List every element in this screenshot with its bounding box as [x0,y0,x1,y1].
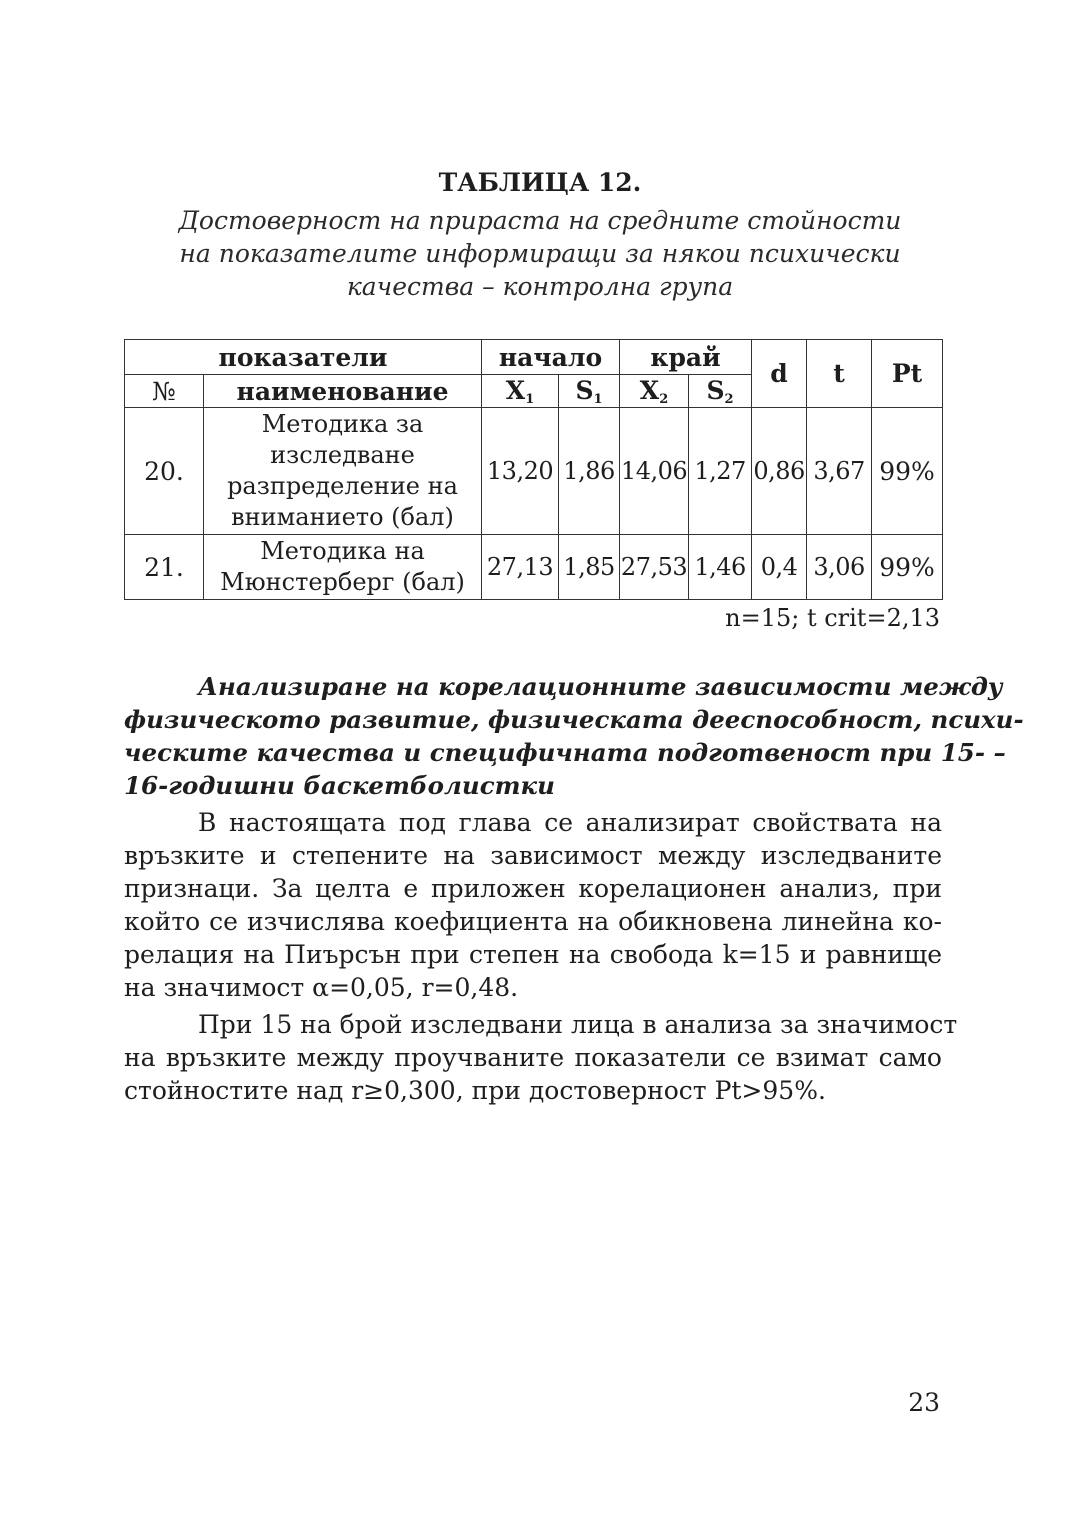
cell-t: 3,67 [807,408,872,535]
text-line: на връзките между проучваните показатели се взимат само [124,1043,942,1072]
table-row [125,535,943,600]
heading-line: Анализиране на корелационните зависимости между [198,672,1003,701]
caption-line: Достоверност на прираста на средните стойности [178,206,902,235]
header-end: край [620,340,752,375]
text-line: При 15 на брой изследвани лица в анализа за значимост [198,1010,958,1039]
row-number: 21. [125,535,204,600]
text-line: В настоящата под глава се анализират свойствата на [198,808,942,837]
caption-line: качества – контролна група [346,272,734,301]
cell-d: 0,4 [752,535,807,600]
header-pt: Pt [872,340,943,408]
results-table [124,339,943,600]
cell-s2: 1,27 [689,408,752,535]
header-s2: $S_2$ [689,375,752,408]
page-number: 23 [908,1388,940,1417]
header-start: начало [482,340,620,375]
cell-t: 3,06 [807,535,872,600]
header-no: № [125,375,204,408]
cell-pt: 99% [872,408,943,535]
cell-x2: 14,06 [620,408,689,535]
section-heading [124,670,1024,802]
header-x1: $X_1$ [482,375,559,408]
header-t: t [807,340,872,408]
header-d: d [752,340,807,408]
row-name: Методика на Мюнстерберг (бал) [204,535,482,600]
cell-x1: 27,13 [482,535,559,600]
table-caption [0,204,1080,303]
text-line: връзките и степените на зависимост между изследваните [124,841,942,870]
cell-x2: 27,53 [620,535,689,600]
text-line: на значимост α=0,05, r=0,48. [124,973,519,1002]
table-title: ТАБЛИЦА 12. [438,168,642,197]
text-line: релация на Пиърсън при степен на свобода k=15 и равнище [124,940,942,969]
text-line: който се изчислява коефициента на обикновена линейна ко- [124,907,942,936]
caption-line: на показателите информиращи за някои психически [179,239,901,268]
row-number: 20. [125,408,204,535]
cell-s1: 1,85 [559,535,620,600]
heading-line: физическото развитие, физическата дееспособност, психи- [124,705,1024,734]
heading-line: ческите качества и специфичната подготвеност при 15- – [124,738,1006,767]
paragraph-2 [124,1008,958,1107]
cell-d: 0,86 [752,408,807,535]
cell-x1: 13,20 [482,408,559,535]
cell-s2: 1,46 [689,535,752,600]
text-line: стойностите над r≥0,300, при достоверност Pt>95%. [124,1076,826,1105]
paragraph-1 [124,806,942,1004]
header-x2: $X_2$ [620,375,689,408]
cell-s1: 1,86 [559,408,620,535]
table-note: n=15; t crit=2,13 [725,604,940,632]
cell-pt: 99% [872,535,943,600]
heading-line: 16-годишни баскетболистки [124,771,555,800]
header-name: наименование [204,375,482,408]
header-s1: $S_1$ [559,375,620,408]
text-line: признаци. За целта е приложен корелационен анализ, при [124,874,942,903]
header-indicators: показатели [125,340,482,375]
table-row [125,408,943,535]
row-name: Методика за изследване разпределение на вниманието (бал) [204,408,482,535]
